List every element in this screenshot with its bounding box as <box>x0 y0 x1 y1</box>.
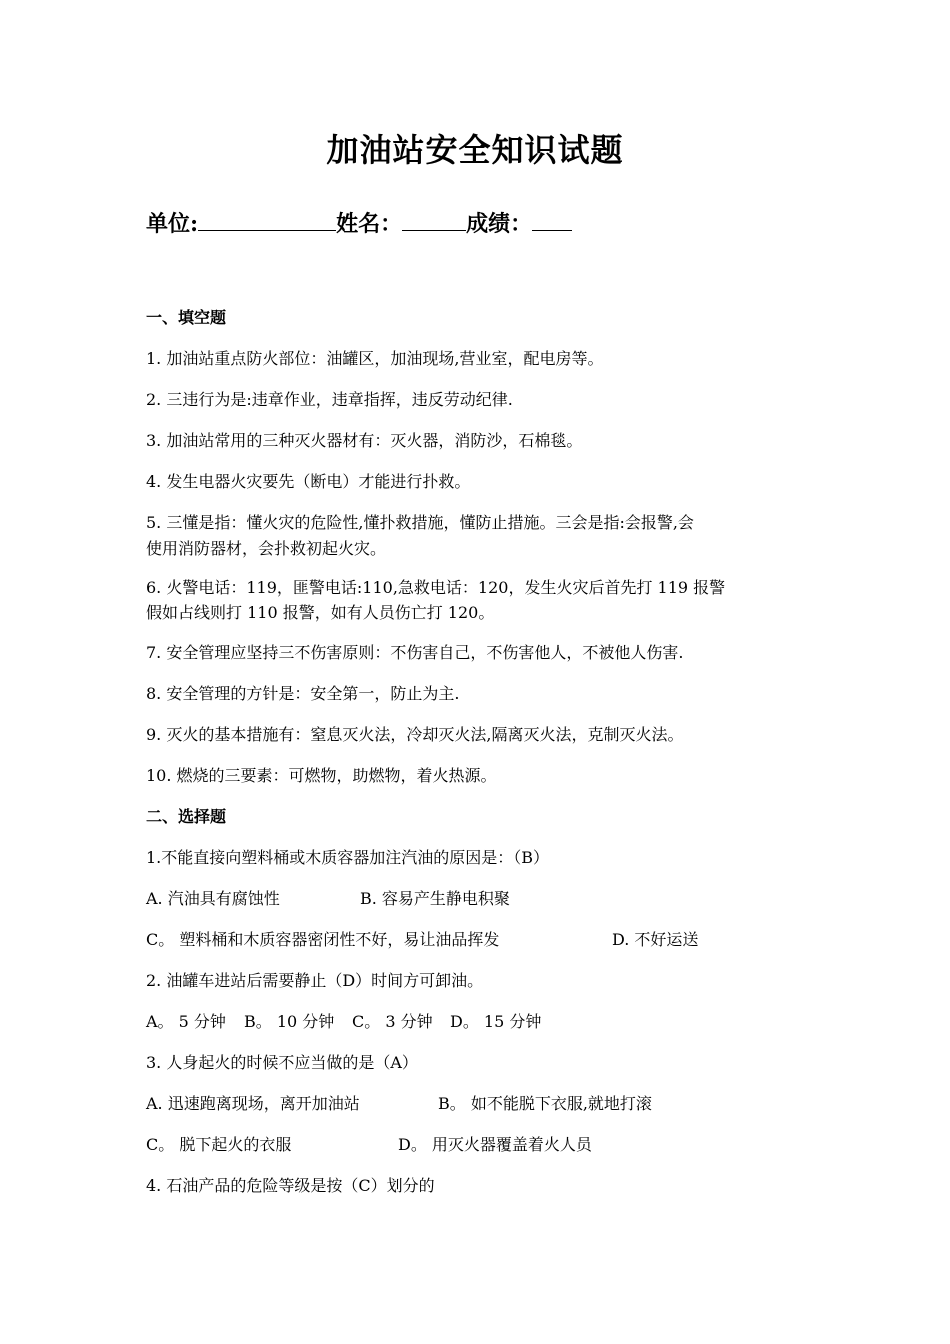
option-c: C。 3 分钟 <box>352 1012 433 1031</box>
name-label: 姓名： <box>336 211 403 237</box>
option-c: C。 脱下起火的衣服 <box>146 1135 292 1154</box>
fill-in-item: 2. 三违行为是:违章作业，违章指挥，违反劳动纪律. <box>146 390 513 409</box>
unit-blank <box>198 204 336 231</box>
fill-in-item: 10. 燃烧的三要素：可燃物，助燃物，着火热源。 <box>146 766 497 785</box>
question-1-options-row <box>146 887 510 911</box>
fill-in-item: 3. 加油站常用的三种灭火器材有：灭火器，消防沙，石棉毯。 <box>146 431 583 450</box>
section-heading-fill-in: 一、填空题 <box>146 308 227 327</box>
question-2: 2. 油罐车进站后需要静止（D）时间方可卸油。 <box>146 971 484 990</box>
question-3-options-row <box>146 1092 652 1116</box>
document-title: 加油站安全知识试题 <box>326 131 624 169</box>
fill-in-item: 5. 三懂是指：懂火灾的危险性,懂扑救措施，懂防止措施。三会是指:会报警,会 <box>146 513 694 532</box>
fill-in-item-continued: 使用消防器材，会扑救初起火灾。 <box>146 539 387 558</box>
score-label: 成绩： <box>466 211 533 237</box>
question-1: 1.不能直接向塑料桶或木质容器加注汽油的原因是：（B） <box>146 848 550 867</box>
unit-label: 单位: <box>146 211 199 237</box>
question-3-options-row <box>146 1133 592 1157</box>
option-b: B. 容易产生静电积聚 <box>360 889 510 908</box>
option-a: A. 迅速跑离现场，离开加油站 <box>146 1094 360 1113</box>
fill-in-item: 6. 火警电话：119，匪警电话:110,急救电话：120，发生火灾后首先打 119 报警 <box>146 578 726 597</box>
fill-in-item: 9. 灭火的基本措施有：窒息灭火法，冷却灭火法,隔离灭火法，克制灭火法。 <box>146 725 684 744</box>
option-c: C。 塑料桶和木质容器密闭性不好，易让油品挥发 <box>146 930 500 949</box>
option-d: D。 用灭火器覆盖着火人员 <box>398 1135 592 1154</box>
question-2-options-row <box>146 1010 541 1034</box>
option-b: B。 10 分钟 <box>244 1012 335 1031</box>
exam-header <box>146 204 572 241</box>
question-1-options-row <box>146 928 698 952</box>
question-4: 4. 石油产品的危险等级是按（C）划分的 <box>146 1176 435 1195</box>
name-blank <box>402 204 466 231</box>
score-blank <box>532 204 572 231</box>
fill-in-item: 4. 发生电器火灾要先（断电）才能进行扑救。 <box>146 472 471 491</box>
option-b: B。 如不能脱下衣服,就地打滚 <box>438 1094 652 1113</box>
fill-in-item: 1. 加油站重点防火部位：油罐区，加油现场,营业室，配电房等。 <box>146 349 604 368</box>
option-d: D. 不好运送 <box>612 930 699 949</box>
option-a: A. 汽油具有腐蚀性 <box>146 889 280 908</box>
option-a: A。 5 分钟 <box>146 1012 226 1031</box>
section-heading-multiple-choice: 二、选择题 <box>146 807 227 826</box>
fill-in-item: 7. 安全管理应坚持三不伤害原则：不伤害自己，不伤害他人，不被他人伤害. <box>146 643 684 662</box>
fill-in-item-continued: 假如占线则打 110 报警，如有人员伤亡打 120。 <box>146 603 495 622</box>
option-d: D。 15 分钟 <box>450 1012 542 1031</box>
question-3: 3. 人身起火的时候不应当做的是（A） <box>146 1053 418 1072</box>
fill-in-item: 8. 安全管理的方针是：安全第一，防止为主. <box>146 684 460 703</box>
